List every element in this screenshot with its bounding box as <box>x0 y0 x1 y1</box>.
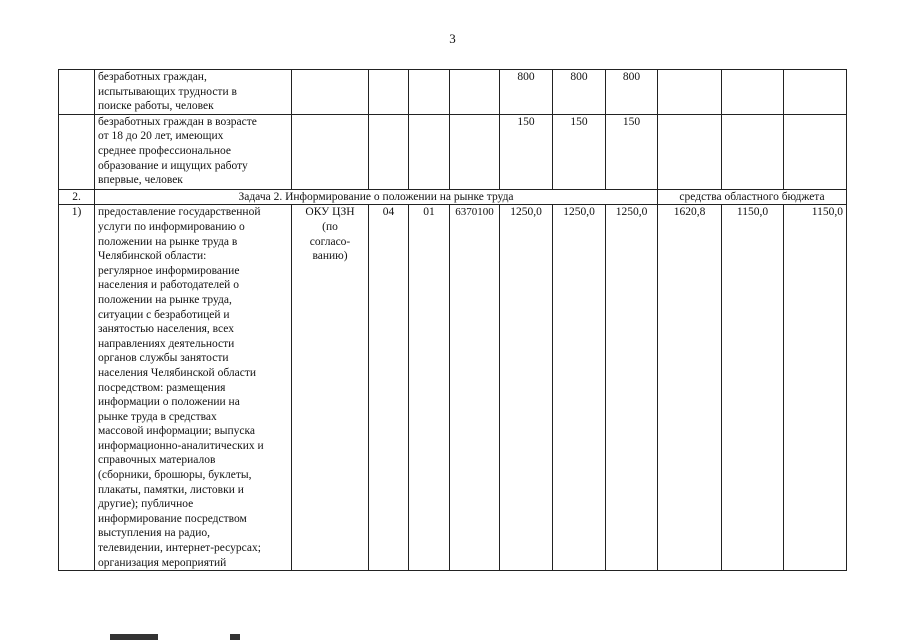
target-code-cell <box>450 114 500 189</box>
task-header-row <box>59 189 847 205</box>
subsection-cell <box>409 114 450 189</box>
row-description: безработных граждан в возрасте от 18 до 20 лет, имеющих среднее профессиональное образование и ищущих работу впервые, человек <box>95 114 292 189</box>
value-cell: 150 <box>553 114 606 189</box>
subsection-cell: 01 <box>409 205 450 571</box>
value-cell: 800 <box>500 70 553 115</box>
executor-cell: ОКУ ЦЗН (по согласо- ванию) <box>292 205 369 571</box>
task-number: 2. <box>59 189 95 205</box>
executor-cell <box>292 114 369 189</box>
funding-cell <box>658 70 722 115</box>
funding-cell <box>722 70 784 115</box>
subsection-cell <box>409 70 450 115</box>
funding-cell <box>784 114 847 189</box>
value-cell: 150 <box>606 114 658 189</box>
row-number-cell <box>59 114 95 189</box>
target-code-cell <box>450 70 500 115</box>
target-code-cell: 6370100 <box>450 205 500 571</box>
funding-cell: 1620,8 <box>658 205 722 571</box>
row-number-cell <box>59 70 95 115</box>
table-row <box>59 205 847 571</box>
item-description: предоставление государственной услуги по информированию о положении на рынке труда в Челябинской области: регулярное информирование населения и работодателей о положении на рынке труда, ситуации с безработицей и занятостью населения, всех направлениях деятельности органов службы занятости населения Челябинской области посредством: размещения информации о положении на рынке труда в средствах массовой информации; выпуска информационно-аналитических и справочных материалов (сборники, брошюры, буклеты, плакаты, памятки, листовки и другие); публичное информирование посредством выступления на радио, телевидении, интернет-ресурсах; организация мероприятий <box>95 205 292 571</box>
value-cell: 1250,0 <box>606 205 658 571</box>
table-row <box>59 114 847 189</box>
value-cell: 1250,0 <box>553 205 606 571</box>
section-cell: 04 <box>369 205 409 571</box>
funding-cell <box>722 114 784 189</box>
value-cell: 150 <box>500 114 553 189</box>
program-table <box>58 69 847 571</box>
task-title: Задача 2. Информирование о положении на рынке труда <box>95 189 658 205</box>
funding-cell <box>658 114 722 189</box>
scan-artifact <box>110 634 260 640</box>
value-cell: 1250,0 <box>500 205 553 571</box>
section-cell <box>369 70 409 115</box>
funding-cell: 1150,0 <box>784 205 847 571</box>
funding-cell <box>784 70 847 115</box>
table-row <box>59 70 847 115</box>
page-number: 3 <box>449 31 456 46</box>
executor-cell <box>292 70 369 115</box>
value-cell: 800 <box>606 70 658 115</box>
row-description: безработных граждан, испытывающих трудности в поиске работы, человек <box>95 70 292 115</box>
value-cell: 800 <box>553 70 606 115</box>
funding-cell: 1150,0 <box>722 205 784 571</box>
item-number: 1) <box>59 205 95 571</box>
section-cell <box>369 114 409 189</box>
funding-source: средства областного бюджета <box>658 189 847 205</box>
